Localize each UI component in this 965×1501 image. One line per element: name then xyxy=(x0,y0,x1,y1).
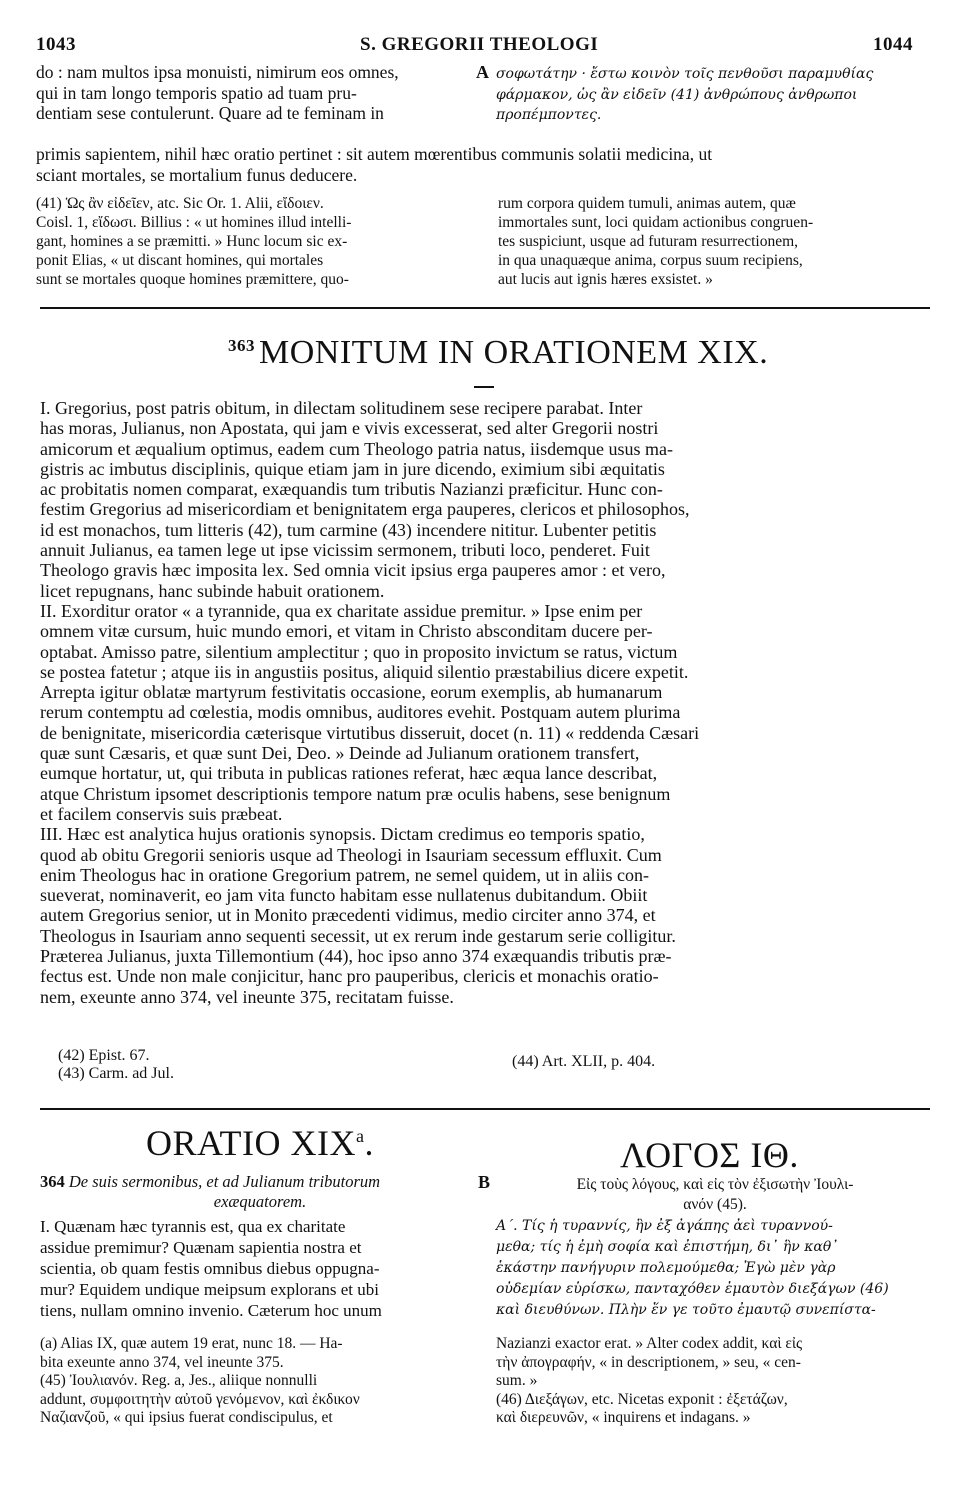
top-greek-block xyxy=(496,64,936,126)
text-line: rerum contemptu ad cœlestia, modis omnibus, auditores evehit. Postquam autem plurima xyxy=(40,702,681,723)
text-line: ἑκάστην πανήγυριν πολεμούμεθα; Ἐγὼ μὲν γὰρ xyxy=(496,1260,836,1276)
monitum-heading: MONITUM IN ORATIONEM XIX. xyxy=(259,334,769,371)
note-line: Coisl. 1, εἴδωσι. Billius : « ut homines illud intelli- xyxy=(36,214,352,231)
top-latin-block xyxy=(36,62,476,124)
text-line: Præterea Julianus, juxta Tillemontium (44), hoc ipso anno 374 exæquandis tributis præ- xyxy=(40,946,672,967)
greek-notes xyxy=(496,1335,930,1428)
monitum-title xyxy=(228,334,768,372)
text-line: quæ sunt Cæsaris, et quæ sunt Dei, Deo. » Deinde ad Julianum orationem transfert, xyxy=(40,743,640,764)
note-line: τὴν ἀπογραφήν, « in descriptionem, » seu, « cen- xyxy=(496,1353,801,1371)
monitum-footnote-right: (44) Art. XLII, p. 404. xyxy=(512,1053,656,1070)
text-line: do : nam multos ipsa monuisti, nimirum eos omnes, xyxy=(36,62,399,82)
greek-text-column xyxy=(496,1216,930,1321)
note-line: sunt se mortales quoque homines præmittere, quo- xyxy=(36,271,349,288)
text-line: festim Gregorius ad misericordiam et benignitatem erga pauperes, clericos et philosophos, xyxy=(40,499,690,520)
monitum-footnotes-left xyxy=(58,1047,174,1083)
note-line: Ναζιανζοῦ, « qui ipsius fuerat condiscipulus, et xyxy=(40,1409,333,1426)
text-line: et facilem conservis suis præbeat. xyxy=(40,803,283,824)
text-line: omnem vitæ cursum, huic mundo emori, et vitam in Christo absconditam ducere per- xyxy=(40,621,653,642)
note-41-left xyxy=(36,194,486,289)
text-line: id est monachos, tum litteris (42), tum carmine (43) incendere nititur. Lubenter petitis xyxy=(40,519,657,540)
note-line: in qua unaquæque anima, corpus suum recipiens, xyxy=(498,252,803,269)
note-line: rum corpora quidem tumuli, animas autem, quæ xyxy=(498,195,796,212)
text-line: quod ab obitu Gregorii senioris usque ad Theologi in Isauriam secessum effluxit. Cum xyxy=(40,844,662,865)
text-line: annuit Julianus, ea tamen lege ut ipse vicissim sermonem, tributi loco, penderet. Fuit xyxy=(40,540,650,561)
greek-subtitle xyxy=(500,1175,930,1215)
text-line: qui in tam longo temporis spatio ad tuam pru- xyxy=(36,82,357,103)
subtitle-line: ανόν (45). xyxy=(683,1196,747,1213)
subtitle-line: De suis sermonibus, et ad Julianum tributorum xyxy=(68,1172,381,1191)
note-line: bita exeunte anno 374, vel ineunte 375. xyxy=(40,1353,284,1371)
note-line: (45) Ἰουλιανόν. Reg. a, Jes., aliique nonnulli xyxy=(40,1372,318,1389)
note-line: (46) Διεξάγων, etc. Nicetas exponit : ἐξετάζων, xyxy=(496,1390,788,1408)
margin-marker-b: B xyxy=(478,1172,491,1192)
divider-rule xyxy=(40,307,930,309)
text-line: καὶ διευθύνων. Πλὴν ἕν γε τοῦτο ἐμαυτῷ συνεπίστα- xyxy=(496,1302,876,1318)
footnote: (43) Carm. ad Jul. xyxy=(58,1065,174,1082)
note-line: ponit Elias, « ut discant homines, qui mortales xyxy=(36,252,324,269)
text-line: has moras, Julianus, non Apostata, qui jam e vivis excesserat, sed alter Gregorii nostri xyxy=(40,418,659,439)
note-line: sum. » xyxy=(496,1372,538,1389)
note-line: (41) Ὡς ἂν εἰδεῖεν, atc. Sic Or. 1. Alii, εἴδοιεν. xyxy=(36,195,324,212)
text-line: Theologus in Isauriam anno sequenti secessit, ut ex rerum inde gestarum serie colligitur. xyxy=(40,925,676,946)
text-line: assidue premimur? Quænam sapientia nostra et xyxy=(40,1238,362,1257)
note-line: addunt, συμφοιτητὴν αὐτοῦ γενόμενον, καὶ ἐκδικον xyxy=(40,1390,360,1408)
text-line: φάρμακον, ὡς ἂν εἰδεῖν (41) ἀνθρώπους ἀνθρωποι xyxy=(496,86,858,103)
note-line: immortales sunt, loci quidam actionibus congruen- xyxy=(498,214,814,231)
text-line: σοφωτάτην · ἔστω κοινὸν τοῖς πενθοῦσι παραμυθίας xyxy=(496,66,874,82)
text-line: de benignitate, misericordia cæterisque virtutibus disseruit, docet (n. 11) « reddenda Cæsari xyxy=(40,722,700,743)
note-line: καὶ διερευνῶν, « inquirens et indagans. » xyxy=(496,1409,751,1426)
note-line: Nazianzi exactor erat. » Alter codex addit, καὶ εἰς xyxy=(496,1335,803,1352)
text-line: μεθα; τίς ἡ ἐμὴ σοφία καὶ ἐπιστήμη, δι᾽ ἣν καθ᾽ xyxy=(496,1239,839,1255)
text-line: atque Christum ipsomet descriptionis tempore natum præ oculis habens, sese benignum xyxy=(40,783,671,804)
text-line: οὐδεμίαν εὑρίσκω, πανταχόθεν ἐμαυτὸν διεξάγων (46) xyxy=(496,1281,889,1297)
text-line: II. Exorditur orator « a tyrannide, qua ex charitate assidue premitur. » Ipse enim per xyxy=(40,600,643,621)
subtitle-line: Εἰς τοὺς λόγους, καὶ εἰς τὸν ἐξισωτὴν Ἰουλι- xyxy=(576,1176,854,1193)
text-line: I. Gregorius, post patris obitum, in dilectam solitudinem sese recipere parabat. Inter xyxy=(40,398,643,418)
subtitle-line: exæquatorem. xyxy=(213,1192,307,1211)
text-line: mur? Equidem undique meipsum explorans et ubi xyxy=(40,1280,379,1299)
latin-oratio-title: ORATIO XIX$^a$. xyxy=(146,1123,374,1163)
latin-subtitle xyxy=(40,1172,480,1212)
text-line: dentiam sese contulerunt. Quare ad te feminam in xyxy=(36,103,384,123)
text-line: optabat. Amisso patre, silentium amplectitur ; quo in proposito invictum se ratus, victum xyxy=(40,641,678,662)
text-line: gistris ac imbutus disciplinis, quique etiam jam in jure dicendo, eximium sibi æquitatis xyxy=(40,458,665,479)
text-line: autem Gregorius senior, ut in Monito præcedenti vidimus, medio circiter anno 374, et xyxy=(40,905,656,926)
note-line: aut lucis aut ignis hæres exsistet. » xyxy=(498,271,713,288)
text-line: Α΄. Τίς ἡ τυραννίς, ἣν ἐξ ἀγάπης ἀεὶ τυραννού- xyxy=(496,1218,833,1234)
latin-notes xyxy=(40,1335,472,1428)
title-dash xyxy=(474,386,494,388)
note-line: (a) Alias IX, quæ autem 19 erat, nunc 18. — Ha- xyxy=(40,1335,343,1352)
right-page-number: 1044 xyxy=(873,34,913,55)
text-line: Theologo gravis hæc imposita lex. Sed omnia vicit ipsius erga pauperes amor : et vero, xyxy=(40,560,666,581)
text-line: προπέμποντες. xyxy=(496,107,602,123)
text-line: sciant mortales, se mortalium funus deducere. xyxy=(36,164,358,185)
text-line: sueverat, nominaverit, eo jam vita functo habitam esse nullatenus dubitandum. Obiit xyxy=(40,885,648,906)
column-number: 364 xyxy=(40,1172,65,1191)
text-line: se postea fatetur ; atque iis in angustiis positus, aliquid silentio præstabilius dicere expetit. xyxy=(40,661,689,682)
text-line: Arrepta igitur oblatæ martyrum festivitatis occasione, eorum exemplis, ab humanarum xyxy=(40,682,663,703)
text-line: nem, exeunte anno 374, vel ineunte 375, recitatam fuisse. xyxy=(40,986,454,1007)
left-page-number: 1043 xyxy=(36,34,76,55)
text-line: ac probitatis nomen comparat, exæquandis tum tributis Nazianzi præficitur. Hunc con- xyxy=(40,479,663,500)
note-41-right xyxy=(498,194,938,289)
text-line: primis sapientem, nihil hæc oratio pertinet : sit autem mœrentibus communis solatii medicina, ut xyxy=(36,144,713,164)
footnote: (42) Epist. 67. xyxy=(58,1047,150,1064)
text-line: III. Hæc est analytica hujus orationis synopsis. Dictam credimus eo temporis spatio, xyxy=(40,824,645,845)
text-line: fectus est. Unde non male conjicitur, hanc pro pauperibus, clericis et monachis oratio- xyxy=(40,966,659,987)
note-line: gant, homines a se præmitti. » Hunc locum sic ex- xyxy=(36,233,348,250)
text-line: I. Quænam hæc tyrannis est, qua ex charitate xyxy=(40,1217,346,1236)
text-line: tiens, nullam omnino invenio. Cæterum hoc unum xyxy=(40,1301,382,1320)
latin-text-column xyxy=(40,1216,472,1321)
top-full-block xyxy=(36,144,936,185)
text-line: enim Theologus hac in oratione Gregorium patrem, ne semel quidem, ut in aliis con- xyxy=(40,864,650,885)
greek-oratio-title: ΛΟΓΟΣ ΙΘ. xyxy=(620,1135,799,1175)
running-title: S. GREGORII THEOLOGI xyxy=(360,34,599,55)
text-line: scientia, ob quam festis omnibus diebus oppugna- xyxy=(40,1259,380,1278)
column-number: 363 xyxy=(228,336,255,355)
text-line: licet repugnans, hanc subinde habuit orationem. xyxy=(40,580,385,601)
divider-rule xyxy=(40,1108,930,1110)
text-line: eumque hortatur, ut, qui tributa in publicas rationes referat, hæc æqua lance describat, xyxy=(40,763,658,784)
note-line: tes suspiciunt, usque ad futuram resurrectionem, xyxy=(498,233,799,250)
margin-marker-a: A xyxy=(476,62,489,82)
text-line: amicorum et æqualium optimus, eadem cum Theologo patria natus, iisdemque usus ma- xyxy=(40,438,674,459)
monitum-body xyxy=(40,398,930,1007)
